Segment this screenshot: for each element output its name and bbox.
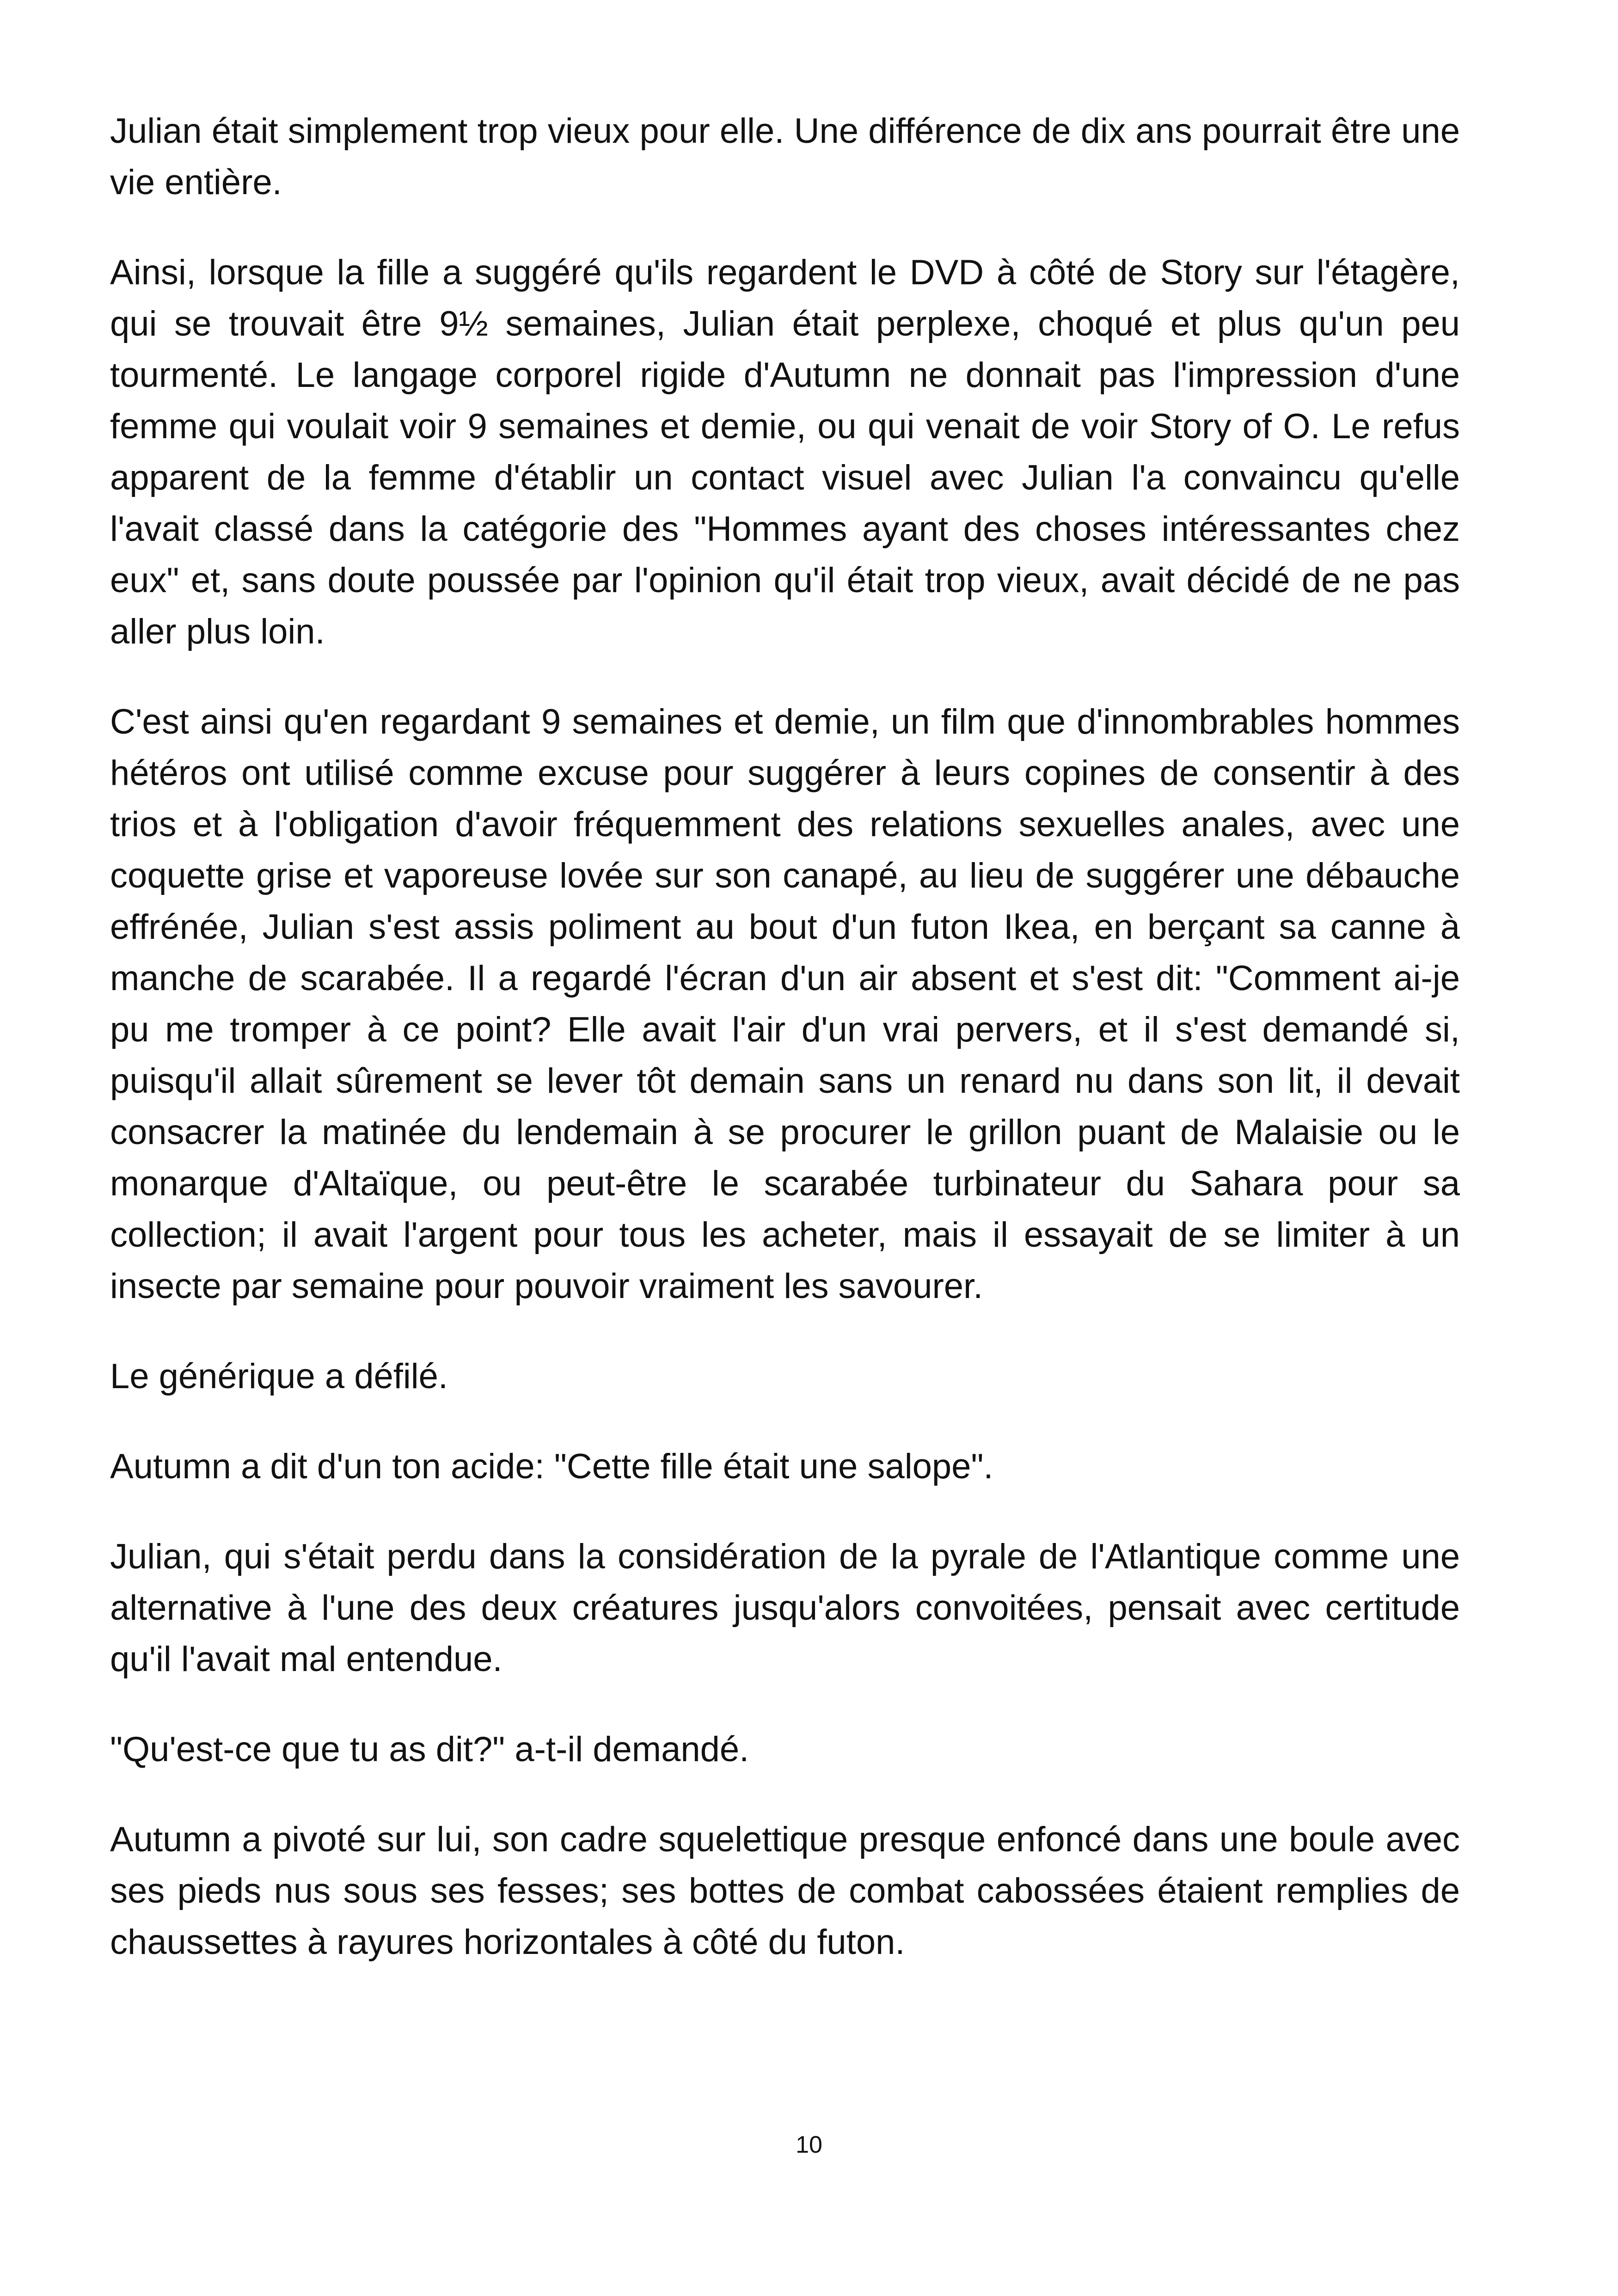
paragraph-3: C'est ainsi qu'en regardant 9 semaines et demie, un film que d'innombrables hommes hétéros ont utilisé comme excuse pour suggérer à leurs copines de consentir à des trios et à l'obligation d'avoir fréquemment des relations sexuelles anales, avec une coquette grise et vaporeuse lovée sur son canapé, au lieu de suggérer une débauche effrénée, Julian s'est assis poliment au bout d'un futon Ikea, en berçant sa canne à manche de scarabée. Il a regardé l'écran d'un air absent et s'est dit: "Comment ai-je pu me tromper à ce point? Elle avait l'air d'un vrai pervers, et il s'est demandé si, puisqu'il allait sûrement se lever tôt demain sans un renard nu dans son lit, il devait consacrer la matinée du lendemain à se procurer le grillon puant de Malaisie ou le monarque d'Altaïque, ou peut-être le scarabée turbinateur du Sahara pour sa collection; il avait l'argent pour tous les acheter, mais il essayait de se limiter à un insecte par semaine pour pouvoir vraiment les savourer. bbox=[110, 702, 1460, 1306]
paragraph-1: Julian était simplement trop vieux pour elle. Une différence de dix ans pourrait être une vie entière. bbox=[110, 111, 1460, 202]
paragraph-4: Le générique a défilé. bbox=[110, 1357, 448, 1396]
paragraph-8: Autumn a pivoté sur lui, son cadre squelettique presque enfoncé dans une boule avec ses pieds nus sous ses fesses; ses bottes de combat cabossées étaient remplies de chaussettes à rayures horizontales à côté du futon. bbox=[110, 1820, 1460, 1962]
paragraph-5: Autumn a dit d'un ton acide: "Cette fille était une salope". bbox=[110, 1447, 993, 1486]
page-number: 10 bbox=[796, 2131, 822, 2158]
paragraph-2: Ainsi, lorsque la fille a suggéré qu'ils regardent le DVD à côté de Story sur l'étagère, qui se trouvait être 9½ semaines, Julian était perplexe, choqué et plus qu'un peu tourmenté. Le langage corporel rigide d'Autumn ne donnait pas l'impression d'une femme qui voulait voir 9 semaines et demie, ou qui venait de voir Story of O. Le refus apparent de la femme d'établir un contact visuel avec Julian l'a convaincu qu'elle l'avait classé dans la catégorie des "Hommes ayant des choses intéressantes chez eux" et, sans doute poussée par l'opinion qu'il était trop vieux, avait décidé de ne pas aller plus loin. bbox=[110, 253, 1460, 651]
body-text bbox=[110, 105, 1460, 2007]
paragraph-7: "Qu'est-ce que tu as dit?" a-t-il demandé. bbox=[110, 1730, 749, 1769]
paragraph-6: Julian, qui s'était perdu dans la considération de la pyrale de l'Atlantique comme une alternative à l'une des deux créatures jusqu'alors convoitées, pensait avec certitude qu'il l'avait mal entendue. bbox=[110, 1537, 1460, 1679]
